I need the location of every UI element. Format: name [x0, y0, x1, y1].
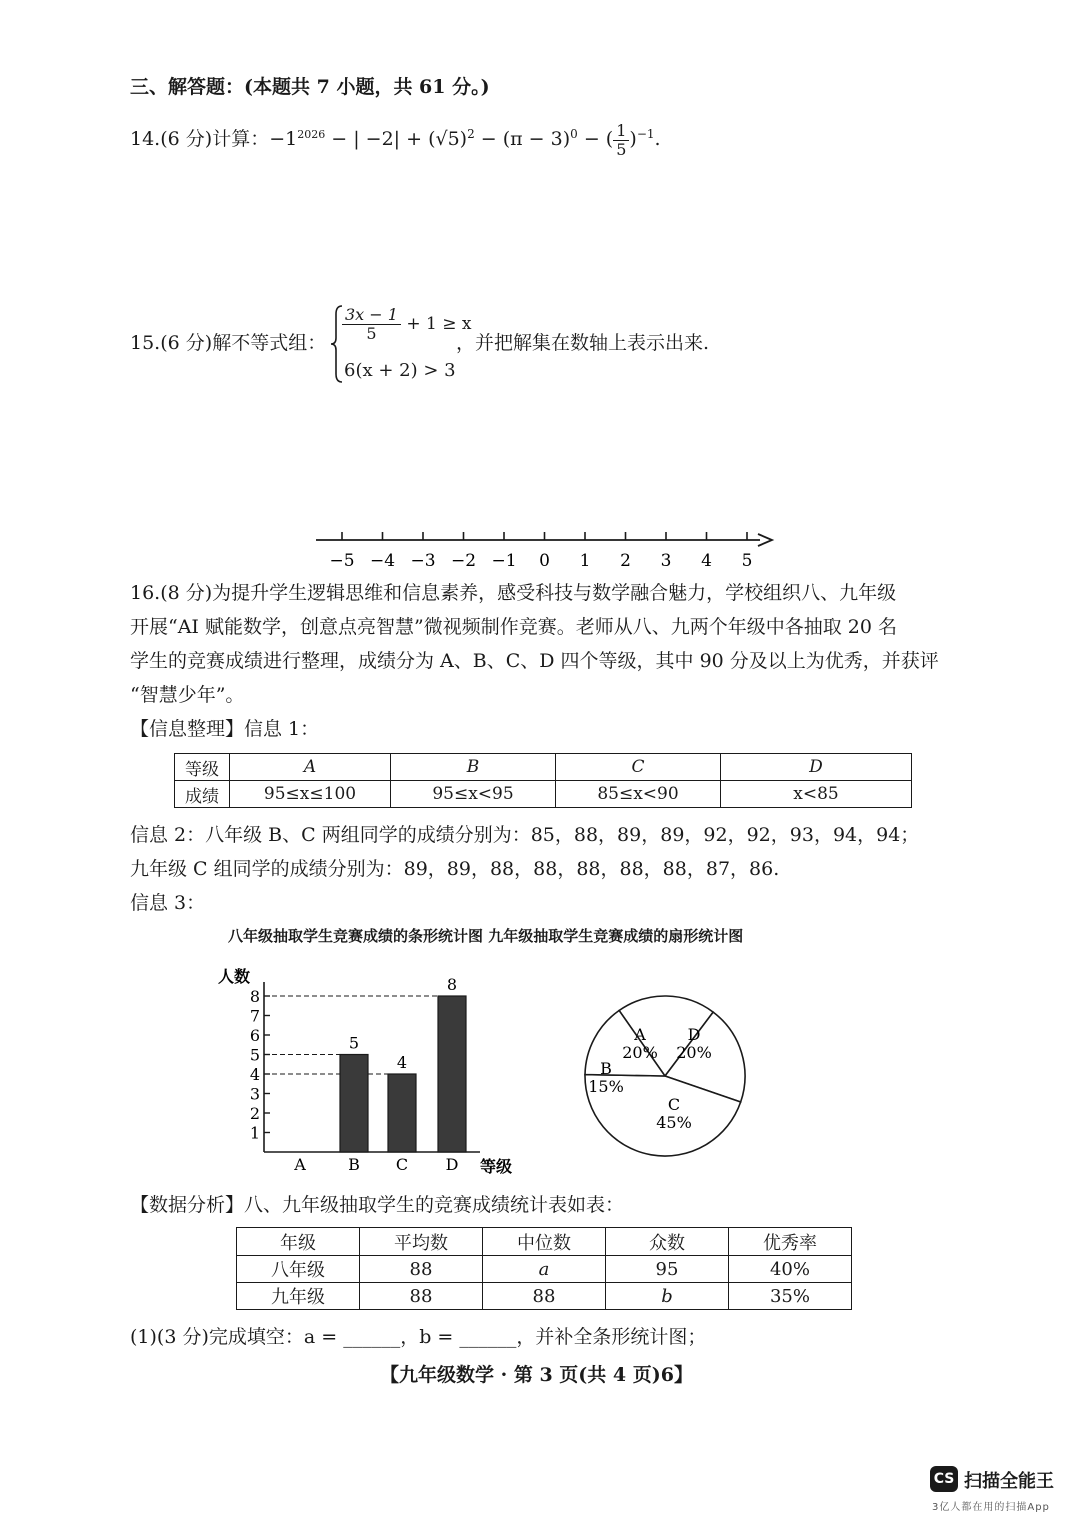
stats-cell: a [483, 1256, 606, 1283]
grade-table-row [175, 781, 912, 808]
q14-end: . [654, 128, 661, 151]
pie-chart-slice-label: A [634, 1025, 646, 1044]
grade-table-cell: 成绩 [175, 781, 230, 808]
stats-header-cell: 中位数 [483, 1228, 606, 1256]
bar-chart-y-tick-label: 3 [249, 1084, 260, 1104]
q14-exp-2: 2 [467, 126, 475, 141]
stats-header-cell: 众数 [606, 1228, 729, 1256]
q14-exp-2026: 2026 [297, 127, 326, 141]
info-2-line-1: 信息 2：八年级 B、C 两组同学的成绩分别为：85，88，89，89，92，92，93，94，94； [130, 824, 920, 846]
bar-chart-category-label: B [348, 1155, 360, 1174]
pie-chart-slice-label: B [600, 1059, 612, 1078]
stats-table-row [237, 1256, 852, 1283]
q15-points: (6 分) [160, 332, 213, 354]
number-line-label: 1 [579, 551, 591, 571]
q16-line-4: “智慧少年”。 [130, 684, 245, 706]
question-15-label [130, 334, 326, 353]
bar-chart-data-label: 5 [348, 1033, 360, 1053]
number-line-label: −1 [491, 551, 517, 571]
q15-ineq1-num: 3x − 1 [342, 306, 401, 325]
page-footer: 【九年级数学 · 第 3 页(共 4 页)6】 [380, 1364, 693, 1386]
stats-cell: 35% [729, 1283, 852, 1310]
q14-expr-a: −1 [269, 128, 298, 151]
q15-ineq1-fraction [342, 306, 401, 342]
grade-table-cell: D [721, 754, 912, 781]
question-14 [130, 122, 661, 158]
q14-expr-c: − (π − 3) [474, 128, 571, 151]
analysis-title: 【数据分析】八、九年级抽取学生的竞赛成绩统计表如表： [130, 1194, 625, 1216]
bar-chart-category-label: A [294, 1155, 306, 1174]
bar-chart [210, 962, 530, 1178]
grade-table-cell: 85≤x<90 [556, 781, 721, 808]
grade-table-cell: x<85 [721, 781, 912, 808]
q14-frac-num: 1 [613, 122, 629, 141]
q15-prefix: 解不等式组： [212, 332, 327, 354]
q14-expr-e: ) [629, 128, 637, 151]
q14-frac-den: 5 [616, 139, 627, 159]
grade-table-cell: 95≤x≤100 [230, 781, 391, 808]
info-2-line-2: 九年级 C 组同学的成绩分别为：89，89，88，88，88，88，88，87，86. [130, 858, 780, 880]
grade-table-cell: B [391, 754, 556, 781]
bar-chart-data-label: 4 [396, 1053, 408, 1072]
grade-table-row [175, 754, 912, 781]
stats-cell: 88 [360, 1283, 483, 1310]
grade-table-cell: C [556, 754, 721, 781]
scanner-tagline: 3亿人都在用的扫描App [932, 1502, 1050, 1513]
q16-line-2: 开展“AI 赋能数学，创意点亮智慧”微视频制作竞赛。老师从八、九两个年级中各抽取 20 名 [130, 616, 897, 638]
bar-chart-y-tick-label: 2 [249, 1104, 260, 1123]
grade-table-cell: A [230, 754, 391, 781]
scanner-logo-icon: CS [930, 1466, 958, 1492]
stats-header-cell: 优秀率 [729, 1228, 852, 1256]
q15-inequality-1 [342, 306, 471, 342]
bar-chart-y-tick-label: 8 [249, 987, 260, 1006]
stats-table-row [237, 1283, 852, 1310]
number-line-label: −5 [329, 551, 355, 571]
bar-chart-ylabel: 人数 [218, 967, 251, 986]
pie-chart-slice-label: D [687, 1025, 701, 1044]
stats-table-header [237, 1228, 852, 1256]
number-line-label: 0 [539, 551, 550, 571]
pie-chart-slice-percent: 15% [588, 1077, 624, 1096]
bar-chart-xlabel: 等级 [480, 1157, 513, 1176]
q14-expr-d: − ( [577, 128, 614, 151]
q14-exp-neg1: −1 [636, 126, 655, 141]
bar-chart-y-tick-label: 7 [249, 1006, 260, 1026]
number-line-label: 3 [660, 551, 672, 571]
stats-cell: 八年级 [237, 1256, 360, 1283]
bar-chart-category-label: D [445, 1155, 459, 1174]
bar-chart-category-label: C [395, 1155, 409, 1174]
number-line-label: 4 [701, 551, 712, 571]
number-line-label: −2 [450, 551, 477, 571]
stats-cell: 88 [360, 1256, 483, 1283]
bar-chart-bar [438, 996, 466, 1152]
stats-cell: 88 [483, 1283, 606, 1310]
q16-line-3: 学生的竞赛成绩进行整理，成绩分为 A、B、C、D 四个等级，其中 90 分及以上为优秀，并获评 [130, 650, 939, 672]
bar-chart-y-tick-label: 5 [249, 1045, 260, 1065]
q16-line-1: 16.(8 分)为提升学生逻辑思维和信息素养，感受科技与数学融合魅力，学校组织八、九年级 [130, 582, 897, 604]
pie-chart-slice-percent: 45% [656, 1113, 692, 1132]
number-line [310, 524, 780, 574]
scanner-brand: 扫描全能王 [964, 1471, 1054, 1492]
info-1-title: 【信息整理】信息 1： [130, 718, 320, 740]
bar-chart-data-label: 8 [446, 975, 458, 994]
q14-prefix: 计算： [212, 128, 270, 151]
pie-chart-slice-percent: 20% [622, 1043, 658, 1062]
q14-number: 14. [130, 128, 161, 151]
bar-chart-bar [388, 1074, 416, 1152]
stats-header-cell: 年级 [237, 1228, 360, 1256]
q15-suffix: ，并把解集在数轴上表示出来. [456, 332, 710, 354]
grade-table-cell: 等级 [175, 754, 230, 781]
pie-chart-slice-percent: 20% [676, 1043, 712, 1062]
stats-cell: 九年级 [237, 1283, 360, 1310]
q15-ineq1-rest: + 1 ≥ x [400, 314, 472, 335]
q14-exp-0: 0 [570, 126, 578, 141]
bar-chart-bar [340, 1055, 368, 1153]
q15-number: 15. [130, 332, 161, 354]
number-line-label: 2 [620, 551, 631, 571]
charts-caption: 八年级抽取学生竞赛成绩的条形统计图 九年级抽取学生竞赛成绩的扇形统计图 [228, 927, 744, 945]
q14-points: (6 分) [160, 128, 213, 151]
number-line-label: −3 [410, 551, 436, 571]
q14-fraction [613, 122, 629, 158]
stats-cell: 40% [729, 1256, 852, 1283]
stats-cell: 95 [606, 1256, 729, 1283]
bar-chart-y-tick-label: 6 [249, 1026, 260, 1045]
number-line-label: −4 [369, 551, 396, 571]
info-3-title: 信息 3： [130, 892, 206, 914]
stats-cell: b [606, 1283, 729, 1310]
sub-question-1: (1)(3 分)完成填空：a = ______，b = ______，并补全条形统计图； [130, 1326, 707, 1348]
stats-table [236, 1227, 852, 1310]
pie-chart-slice-label: C [667, 1095, 681, 1114]
number-line-label: 5 [741, 551, 753, 571]
q15-inequality-2: 6(x + 2) > 3 [344, 360, 456, 381]
grade-table-cell: 95≤x<95 [391, 781, 556, 808]
q15-ineq1-den: 5 [366, 323, 377, 343]
number-line-arrow [758, 534, 772, 546]
section-title: 三、解答题：(本题共 7 小题，共 61 分。) [130, 76, 490, 98]
bar-chart-y-tick-label: 4 [249, 1065, 260, 1084]
grade-table [174, 753, 912, 808]
q14-expr-b: − | −2| + (√5) [325, 128, 468, 151]
pie-chart [576, 992, 754, 1162]
bar-chart-y-tick-label: 1 [249, 1123, 260, 1143]
stats-header-cell: 平均数 [360, 1228, 483, 1256]
